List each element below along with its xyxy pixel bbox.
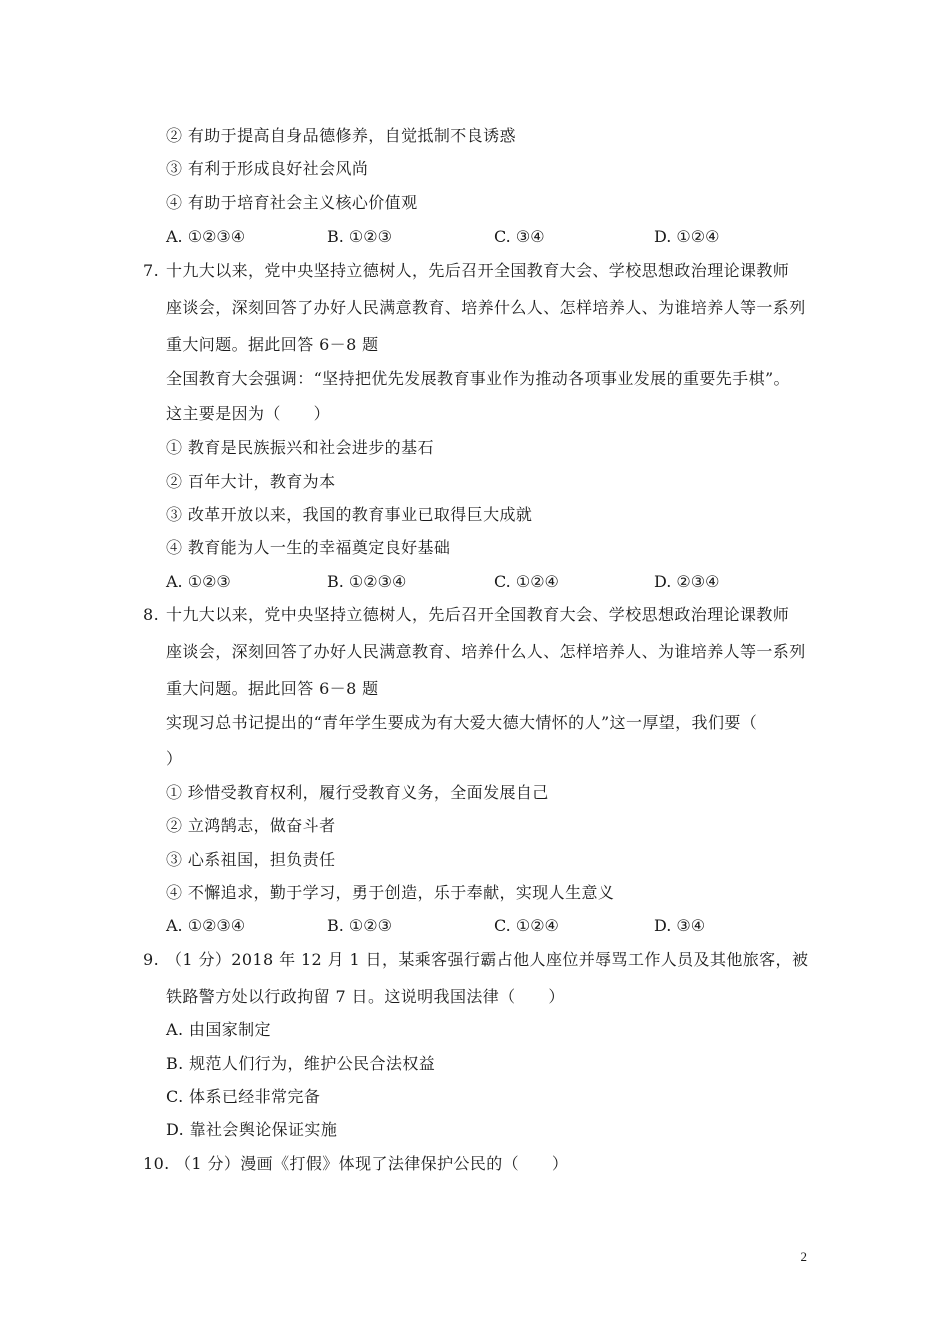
q8-option-d: D. ③④ — [654, 916, 706, 935]
q7-option-d: D. ②③④ — [654, 572, 720, 591]
q8-option-a: A. ①②③④ — [166, 916, 246, 935]
q7-stem-line-5: 这主要是因为（ ） — [166, 404, 331, 423]
q8-item-3: ③ 心系祖国，担负责任 — [166, 850, 336, 869]
q8-option-c: C. ①②④ — [494, 916, 559, 935]
q6-item-3: ③ 有利于形成良好社会风尚 — [166, 159, 369, 178]
q7-item-3: ③ 改革开放以来，我国的教育事业已取得巨大成就 — [166, 505, 533, 524]
q6-item-2: ② 有助于提高自身品德修养，自觉抵制不良诱惑 — [166, 126, 516, 145]
q8-stem-line-1: 十九大以来，党中央坚持立德树人，先后召开全国教育大会、学校思想政治理论课教师 — [166, 605, 790, 624]
q8-stem-line-2: 座谈会，深刻回答了办好人民满意教育、培养什么人、怎样培养人、为谁培养人等一系列 — [166, 642, 806, 661]
q10-stem: （1 分）漫画《打假》体现了法律保护公民的（ ） — [175, 1154, 569, 1173]
page-number: 2 — [800, 1249, 807, 1264]
q7-item-2: ② 百年大计，教育为本 — [166, 472, 336, 491]
q6-option-d: D. ①②④ — [654, 227, 720, 246]
q8-option-b: B. ①②③ — [327, 916, 392, 935]
q7-stem-line-3: 重大问题。据此回答 6－8 题 — [166, 335, 379, 354]
q6-item-4: ④ 有助于培育社会主义核心价值观 — [166, 193, 418, 212]
q6-option-c: C. ③④ — [494, 227, 545, 246]
q7-item-1: ① 教育是民族振兴和社会进步的基石 — [166, 438, 434, 457]
q8-item-2: ② 立鸿鹄志，做奋斗者 — [166, 816, 336, 835]
q7-stem-line-1: 十九大以来，党中央坚持立德树人，先后召开全国教育大会、学校思想政治理论课教师 — [166, 261, 790, 280]
q7-option-c: C. ①②④ — [494, 572, 559, 591]
q7-stem-line-4: 全国教育大会强调：“坚持把优先发展教育事业作为推动各项事业发展的重要先手棋”。 — [166, 369, 790, 388]
q9-stem-line-1: （1 分）2018 年 12 月 1 日，某乘客强行霸占他人座位并辱骂工作人员及其他旅客，被 — [166, 950, 809, 969]
q8-stem-line-4: 实现习总书记提出的“青年学生要成为有大爱大德大情怀的人”这一厚望，我们要（ — [166, 713, 758, 732]
q9-option-b: B. 规范人们行为，维护公民合法权益 — [166, 1054, 436, 1073]
q9-number: 9. — [143, 950, 160, 969]
q8-item-4: ④ 不懈追求，勤于学习，勇于创造，乐于奉献，实现人生意义 — [166, 883, 615, 902]
q6-option-b: B. ①②③ — [327, 227, 392, 246]
q9-option-c: C. 体系已经非常完备 — [166, 1087, 321, 1106]
q9-option-a: A. 由国家制定 — [166, 1020, 271, 1039]
q8-item-1: ① 珍惜受教育权利，履行受教育义务，全面发展自己 — [166, 783, 549, 802]
q8-number: 8. — [143, 605, 160, 624]
q7-stem-line-2: 座谈会，深刻回答了办好人民满意教育、培养什么人、怎样培养人、为谁培养人等一系列 — [166, 298, 806, 317]
q8-stem-line-3: 重大问题。据此回答 6－8 题 — [166, 679, 379, 698]
q8-stem-line-5: ） — [166, 749, 183, 768]
q7-option-a: A. ①②③ — [166, 572, 231, 591]
q7-item-4: ④ 教育能为人一生的幸福奠定良好基础 — [166, 538, 451, 557]
q9-stem-line-2: 铁路警方处以行政拘留 7 日。这说明我国法律（ ） — [166, 987, 565, 1006]
q7-option-b: B. ①②③④ — [327, 572, 407, 591]
q9-option-d: D. 靠社会舆论保证实施 — [166, 1120, 338, 1139]
q7-number: 7. — [143, 261, 160, 280]
q10-number: 10. — [143, 1154, 170, 1173]
q6-option-a: A. ①②③④ — [166, 227, 246, 246]
